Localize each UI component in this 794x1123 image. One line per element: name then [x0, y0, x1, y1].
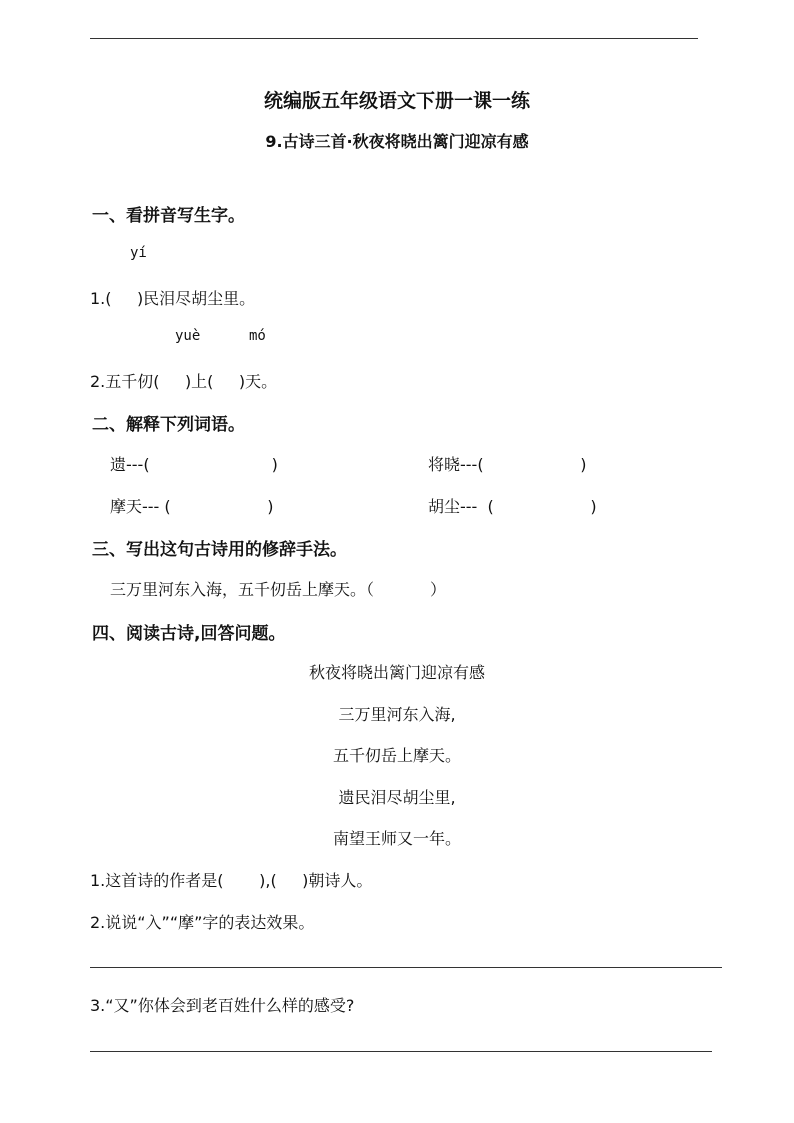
question-4-3: 3.“又”你体会到老百姓什么样的感受? — [90, 996, 355, 1015]
lesson-subtitle: 9.古诗三首·秋夜将晓出篱门迎凉有感 — [265, 132, 529, 151]
answer-line-2[interactable] — [90, 1051, 712, 1052]
header-rule — [90, 38, 698, 39]
rhetoric-question: 三万里河东入海，五千仞岳上摩天。（ ） — [110, 580, 446, 599]
term-jiangxiao: 将晓---( ) — [428, 455, 587, 474]
term-huchen: 胡尘--- ( ) — [428, 497, 597, 516]
section-4-heading: 四、阅读古诗,回答问题。 — [92, 624, 286, 644]
pinyin-yue: yuè — [175, 328, 201, 344]
poem-line-4: 南望王师又一年。 — [332, 829, 461, 848]
question-1-2: 2.五千仞( )上( )天。 — [90, 372, 278, 391]
answer-line-1[interactable] — [90, 967, 722, 968]
question-4-2: 2.说说“入”“摩”字的表达效果。 — [90, 913, 315, 932]
question-1-1: 1.( )民泪尽胡尘里。 — [90, 289, 256, 308]
poem-line-3: 遗民泪尽胡尘里, — [338, 788, 456, 807]
question-4-1: 1.这首诗的作者是( ),( )朝诗人。 — [90, 871, 373, 890]
poem-title: 秋夜将晓出篱门迎凉有感 — [308, 663, 485, 682]
section-1-heading: 一、看拼音写生字。 — [92, 206, 245, 226]
term-yi: 遗---( ) — [110, 455, 278, 474]
section-3-heading: 三、写出这句古诗用的修辞手法。 — [92, 540, 347, 560]
section-2-heading: 二、解释下列词语。 — [92, 415, 245, 435]
page-title: 统编版五年级语文下册一课一练 — [263, 90, 530, 112]
poem-line-1: 三万里河东入海, — [338, 705, 456, 724]
poem-line-2: 五千仞岳上摩天。 — [332, 746, 461, 765]
term-motian: 摩天--- ( ) — [110, 497, 274, 516]
pinyin-mo: mó — [249, 328, 266, 344]
pinyin-yi: yí — [130, 245, 147, 261]
